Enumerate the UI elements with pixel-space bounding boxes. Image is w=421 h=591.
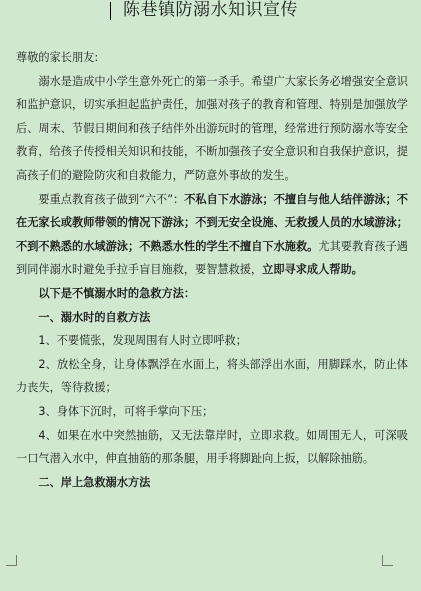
document-body bbox=[16, 46, 408, 494]
methods-intro: 以下是不慎溺水时的急救方法： bbox=[38, 286, 196, 300]
paragraph-2 bbox=[16, 188, 408, 282]
greeting: 尊敬的家长朋友: bbox=[16, 51, 99, 64]
paragraph-3-text: 尤其要教育孩子遇到同伴溺水时避免手拉手盲目施救，要智慧救援， bbox=[16, 239, 408, 277]
crop-mark-left bbox=[6, 555, 17, 566]
self-rescue-tip-1: 1、不要慌张，发现周围有人时立即呼救； bbox=[38, 334, 247, 348]
six-nos-lead: 要重点教育孩子做到“六不”： bbox=[38, 192, 185, 206]
self-rescue-tip-4: 4、如果在水中突然抽筋，又无法靠岸时，立即求救。如周围无人，可深吸一口气潜入水中，伸直抽筋的那条腿，用手将脚趾向上扳，以解除抽筋。 bbox=[16, 428, 408, 466]
paragraph-1: 溺水是造成中小学生意外死亡的第一杀手。希望广大家长务必增强安全意识和监护意识，切实承担起监护责任，加强对孩子的教育和管理、特别是加强放学后、周末、节假日期间和孩子结伴外出游玩时的管理，经常进行预防溺水等安全教育，给孩子传授相关知识和技能，不断加强孩子安全意识和自我保护意识，提高孩子们的避险防灾和自救能力，严防意外事故的发生。 bbox=[16, 74, 408, 182]
document-title: 陈巷镇防溺水知识宣传 bbox=[123, 0, 298, 20]
text-cursor bbox=[110, 2, 111, 20]
self-rescue-tip-3: 3、身体下沉时，可将手掌向下压； bbox=[38, 404, 214, 418]
paragraph-3-emphasis: 立即寻求成人帮助。 bbox=[262, 263, 363, 277]
crop-mark-right bbox=[382, 555, 393, 566]
six-nos-rules: 不私自下水游泳；不擅自与他人结伴游泳；不在无家长或教师带领的情况下游泳；不到无安全设施、无救援人员的水域游泳；不到不熟悉的水域游泳；不熟悉水性的学生不擅自下水施救。 bbox=[16, 192, 408, 253]
self-rescue-tip-2: 2、放松全身，让身体飘浮在水面上，将头部浮出水面，用脚踩水，防止体力丧失，等待救援； bbox=[16, 357, 408, 395]
section-2-heading: 二、岸上急救溺水方法 bbox=[38, 475, 151, 489]
section-1-heading: 一、溺水时的自救方法 bbox=[38, 310, 151, 324]
